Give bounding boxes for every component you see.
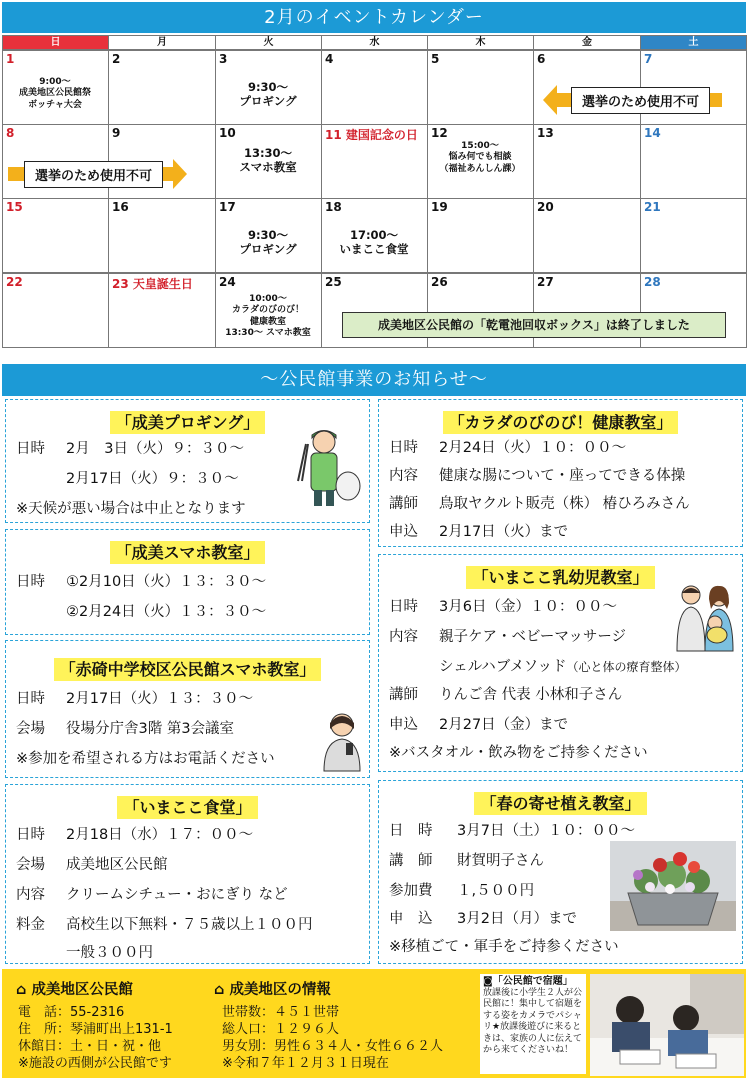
day-number: 24	[219, 275, 236, 289]
office-heading: ⌂ 成美地区公民館	[16, 982, 133, 998]
day-number: 3	[219, 52, 228, 66]
calendar-day-cell	[427, 198, 534, 273]
calendar-event: 17:00〜 いまここ食堂	[339, 228, 409, 257]
camera-icon: ◙	[483, 976, 493, 987]
notice-smartphone: 「成美スマホ教室」 日時 ①2月10日（火）１３：３０〜 ②2月24日（火）１３：３０〜	[5, 529, 370, 635]
parent-baby-illustration	[671, 581, 739, 653]
calendar-day-cell	[321, 124, 428, 199]
house-icon: ⌂	[214, 982, 230, 998]
notice-title: 「カラダのびのび！健康教室」	[443, 411, 679, 434]
day-number: 23 天皇誕生日	[112, 277, 193, 291]
notice-karada-health: 「カラダのびのび！健康教室」 日時 2月24日（火）１０：００〜 内容 健康な腸について・座ってできる体操 講師 鳥取ヤクルト販売（株） 椿ひろみさん 申込 2月17日（火）まで	[378, 399, 743, 547]
calendar-event: 9:00〜 成美地区公民館祭 ボッチャ大会	[18, 77, 91, 110]
notice-title: 「成美プロギング」	[110, 411, 266, 434]
day-number: 14	[644, 126, 661, 140]
day-number: 1	[6, 52, 15, 66]
district-households: 世帯数：４５１世帯	[222, 1005, 340, 1020]
day-number: 6	[537, 52, 546, 66]
day-number: 26	[431, 275, 448, 289]
homework-text: 放課後に小学生２人が公民館に！集中して宿題をする姿をカメラでパシャリ★放課後遊びに来るときは、家族の人に伝えてから来てくださいね！	[483, 987, 583, 1055]
homework-column: ◙「公民館で宿題」 放課後に小学生２人が公民館に！集中して宿題をする姿をカメラでパシャリ★放課後遊びに来るときは、家族の人に伝えてから来てくださいね！	[480, 974, 586, 1074]
calendar-day-cell	[640, 198, 747, 273]
day-number: 16	[112, 200, 129, 214]
calendar-day-cell	[2, 273, 109, 348]
election-banner-sun8	[8, 159, 187, 189]
day-number: 15	[6, 200, 23, 214]
notice-section-title: 〜公民館事業のお知らせ〜	[2, 364, 746, 396]
day-number: 21	[644, 200, 661, 214]
calendar-day-cell	[533, 124, 641, 199]
notice-title: 「赤碕中学校区公民館スマホ教室」	[54, 658, 322, 681]
notice-imakoko-infant: 「いまここ乳幼児教室」 日時 3月6日（金）１０：００〜 内容 親子ケア・ベビーマッサージ シェルハブメソッド（心と体の療育整体） 講師 りんご舎 代表 小林和子さん 申込 2月27日（金）まで ※バスタオル・飲み物をご持参ください	[378, 554, 743, 772]
office-note: ※施設の西側が公民館です	[18, 1056, 172, 1071]
day-number: 17	[219, 200, 236, 214]
notice-title: 「いまここ乳幼児教室」	[466, 566, 654, 589]
district-as-of: ※令和７年１２月３１日現在	[222, 1056, 389, 1071]
office-closed-days: 休館日：土・日・祝・他	[18, 1039, 162, 1054]
notice-title: 「いまここ食堂」	[117, 796, 257, 819]
election-banner-sat7	[543, 85, 722, 115]
calendar-event: 9:30〜 プロギング	[239, 228, 297, 257]
weekday-header: 火	[215, 35, 322, 50]
weekday-header: 土	[640, 35, 747, 50]
event-calendar	[2, 35, 746, 353]
calendar-day-cell	[533, 198, 641, 273]
calendar-day-cell	[321, 50, 428, 125]
calendar-day-cell	[640, 124, 747, 199]
day-number: 4	[325, 52, 334, 66]
district-population: 総人口：１２９６人	[222, 1022, 340, 1037]
day-number: 28	[644, 275, 661, 289]
calendar-day-cell	[108, 273, 216, 348]
notice-plogging: 「成美プロギング」 日時 2月 3日（火）９：３０〜 2月17日（火）９：３０〜 ※天候が悪い場合は中止となります	[5, 399, 370, 523]
calendar-event: 9:30〜 プロギング	[239, 80, 297, 109]
election-label: 選挙のため使用不可	[571, 87, 710, 114]
notice-akasaki-smartphone: 「赤碕中学校区公民館スマホ教室」 日時 2月17日（火）１３：３０〜 会場 役場分庁舎3階 第3会議室 ※参加を希望される方はお電話ください	[5, 640, 370, 778]
weekday-header: 金	[533, 35, 641, 50]
kids-homework-photo	[590, 974, 744, 1076]
day-number: 18	[325, 200, 342, 214]
weekday-header: 水	[321, 35, 428, 50]
flower-pot-photo	[610, 841, 736, 931]
day-number: 10	[219, 126, 236, 140]
house-icon: ⌂	[16, 982, 32, 998]
notice-imakoko-shokudo: 「いまここ食堂」 日時 2月18日（水）１７：００〜 会場 成美地区公民館 内容 クリームシチュー・おにぎり など 料金 高校生以下無料・７５歳以上１００円 一般３００円	[5, 784, 370, 964]
notice-title: 「成美スマホ教室」	[110, 541, 266, 564]
day-number: 5	[431, 52, 440, 66]
day-number: 2	[112, 52, 121, 66]
weekday-header: 日	[2, 35, 109, 50]
calendar-event: 13:30〜 スマホ教室	[239, 146, 297, 175]
day-number: 25	[325, 275, 342, 289]
office-tel: 電 話：55-2316	[18, 1005, 125, 1020]
calendar-event: 15:00〜 悩み何でも相談 （福祉あんしん課）	[439, 141, 521, 174]
day-number: 11 建国記念の日	[325, 128, 418, 142]
district-gender: 男女別：男性６３４人・女性６６２人	[222, 1039, 444, 1054]
calendar-event: 10:00〜 カラダのびのび！ 健康教室 13:30〜 スマホ教室	[225, 294, 311, 338]
notice-title: 「春の寄せ植え教室」	[474, 792, 646, 815]
day-number: 8	[6, 126, 15, 140]
district-info-heading: ⌂ 成美地区の情報	[214, 982, 331, 998]
day-number: 13	[537, 126, 554, 140]
day-number: 20	[537, 200, 554, 214]
calendar-day-cell	[108, 198, 216, 273]
battery-box-notice: 成美地区公民館の「乾電池回収ボックス」は終了しました	[342, 312, 726, 338]
day-number: 7	[644, 52, 653, 66]
day-number: 12	[431, 126, 448, 140]
day-number: 9	[112, 126, 121, 140]
calendar-day-cell	[427, 50, 534, 125]
weekday-header: 月	[108, 35, 216, 50]
notice-spring-planting: 「春の寄せ植え教室」 日 時 3月7日（土）１０：００〜 講 師 財賀明子さん 参加費 １,５００円 申 込 3月2日（月）まで ※移植ごて・軍手をご持参ください	[378, 780, 743, 964]
weekday-header: 木	[427, 35, 534, 50]
election-label: 選挙のため使用不可	[24, 161, 163, 188]
plogging-person-illustration	[294, 426, 364, 508]
office-address: 住 所：琴浦町出上131-1	[18, 1022, 173, 1037]
calendar-title: 2月のイベントカレンダー	[2, 2, 746, 33]
calendar-day-cell	[2, 198, 109, 273]
phone-user-illustration	[318, 709, 366, 773]
day-number: 22	[6, 275, 23, 289]
day-number: 27	[537, 275, 554, 289]
day-number: 19	[431, 200, 448, 214]
calendar-day-cell	[108, 50, 216, 125]
